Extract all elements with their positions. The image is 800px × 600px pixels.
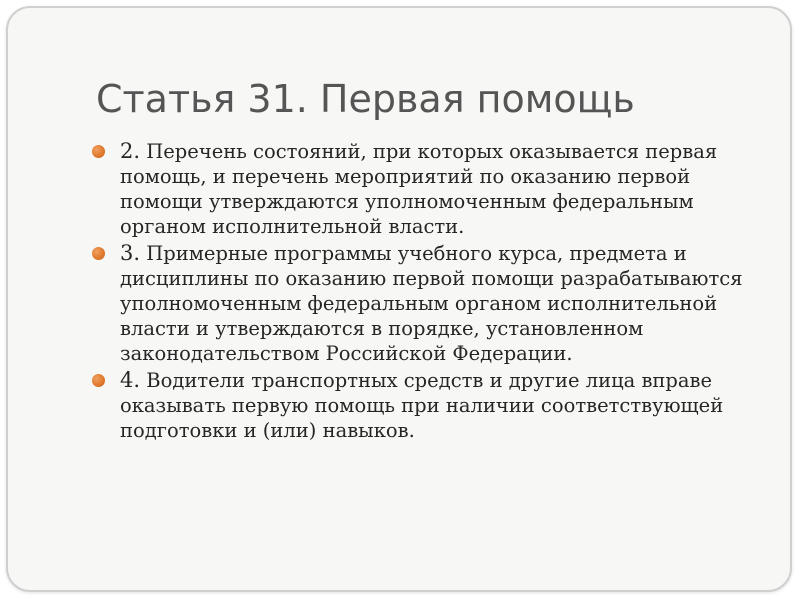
bullet-text: Перечень состояний, при которых оказывается первая помощь, и перечень мероприятий по оказанию первой помощи утверждаются уполномоченным федеральным органом исполнительной власти. (120, 140, 718, 238)
slide-frame (6, 6, 792, 592)
circle-bullet-icon (92, 247, 105, 260)
slide-title: Статья 31. Первая помощь (96, 77, 635, 121)
circle-bullet-icon (92, 145, 105, 158)
circle-bullet-icon (92, 374, 105, 387)
bullet-text: Примерные программы учебного курса, предмета и дисциплины по оказанию первой помощи разрабатываются уполномоченным федеральным органом исполнительной власти и утверждаются в порядке, установленном законодательством Российской Федерации. (120, 242, 743, 365)
bullet-list (90, 139, 770, 445)
bullet-number: 2. (120, 139, 141, 163)
bullet-item (90, 241, 770, 366)
bullet-item (90, 368, 770, 443)
bullet-item (90, 139, 770, 239)
bullet-text: Водители транспортных средств и другие лица вправе оказывать первую помощь при наличии соответствующей подготовки и (или) навыков. (120, 369, 724, 442)
bullet-number: 3. (120, 241, 141, 265)
bullet-number: 4. (120, 368, 141, 392)
